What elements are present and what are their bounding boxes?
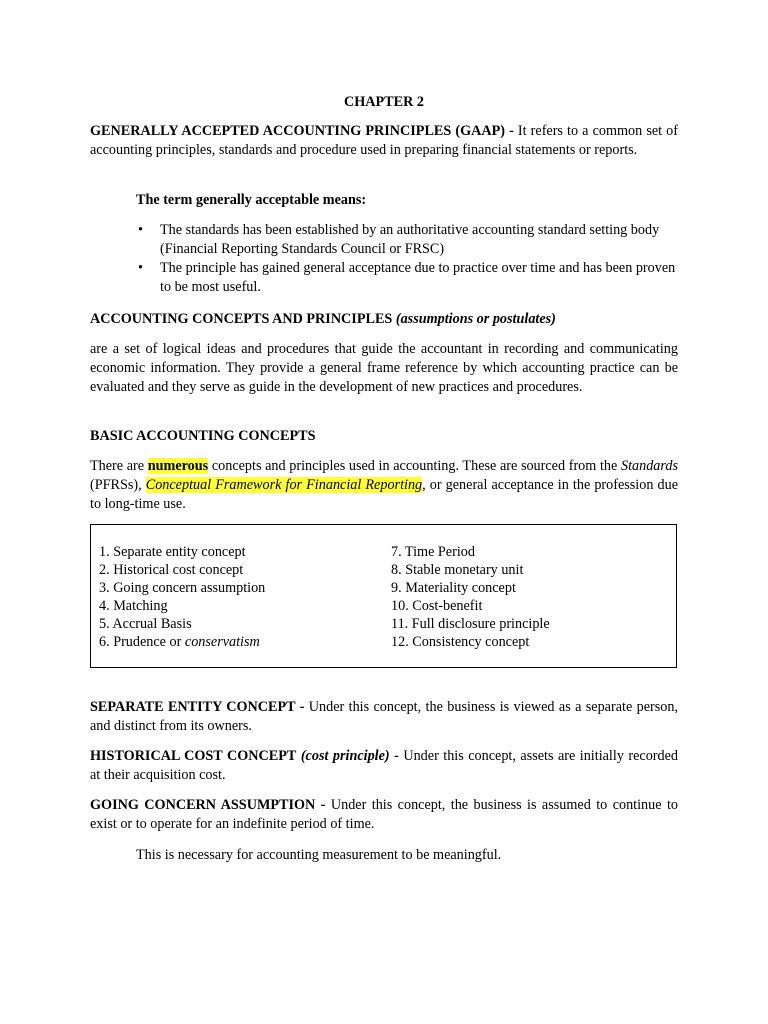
basic-concepts-paragraph: There are numerous concepts and principles used in accounting. These are sourced from the Standards (PFRSs), Conceptual Framework for Financial Reporting, or general acceptance in the profession due to long-time use.: [90, 458, 678, 512]
gaap-text: It refers to a common set of accounting principles, standards and procedure used in preparing financial statements or reports.: [90, 123, 678, 158]
list-item: • The principle has gained general acceptance due to practice over time and has been proven to be most useful.: [138, 260, 676, 295]
bullet-icon: •: [138, 222, 143, 238]
list-item: 3. Going concern assumption: [99, 580, 266, 596]
concepts-list-right: [391, 543, 550, 651]
list-item: 7. Time Period: [391, 544, 475, 560]
list-item: 5. Accrual Basis: [99, 616, 192, 632]
going-concern-paragraph: GOING CONCERN ASSUMPTION - Under this concept, the business is assumed to continue to exist or to operate for an indefinite period of time.: [90, 797, 679, 832]
concepts-principles-text: are a set of logical ideas and procedures that guide the accountant in recording and communicating economic information. They provide a general frame reference by which accounting practice can be evaluated and they serve as guide in the development of new practices and procedures.: [90, 341, 678, 395]
historical-cost-paragraph: HISTORICAL COST CONCEPT (cost principle) - Under this concept, assets are initially recorded at their acquisition cost.: [90, 748, 679, 783]
list-item: 10. Cost-benefit: [391, 598, 483, 614]
gaap-paragraph: [90, 122, 678, 160]
separate-entity-paragraph: SEPARATE ENTITY CONCEPT - Under this concept, the business is viewed as a separate person, and distinct from its owners.: [90, 699, 678, 734]
term-bullet-list: [138, 221, 678, 297]
list-item: • The standards has been established by an authoritative accounting standard setting body (Financial Reporting Standards Council or FRSC): [138, 222, 660, 257]
list-item: 12. Consistency concept: [391, 634, 530, 650]
list-item: 8. Stable monetary unit: [391, 562, 524, 578]
gaap-heading: GENERALLY ACCEPTED ACCOUNTING PRINCIPLES (GAAP) -: [90, 123, 514, 139]
list-item: 6. Prudence or conservatism: [99, 634, 260, 650]
bullet-icon: •: [138, 260, 143, 276]
term-heading: The term generally acceptable means:: [136, 192, 367, 208]
concepts-principles-heading: ACCOUNTING CONCEPTS AND PRINCIPLES (assumptions or postulates): [90, 311, 556, 327]
list-item: 1. Separate entity concept: [99, 544, 246, 560]
concepts-list-box: [90, 524, 677, 668]
highlight-conceptual-framework: Conceptual Framework for Financial Reporting: [145, 477, 423, 493]
highlight-numerous: numerous: [147, 458, 209, 474]
concepts-list-left: [99, 543, 265, 651]
list-item: 9. Materiality concept: [391, 580, 516, 596]
chapter-title: CHAPTER 2: [343, 94, 424, 110]
list-item: 2. Historical cost concept: [99, 562, 244, 578]
list-item: 11. Full disclosure principle: [391, 616, 550, 632]
list-item: 4. Matching: [99, 598, 168, 614]
basic-concepts-heading: BASIC ACCOUNTING CONCEPTS: [90, 428, 316, 444]
going-concern-note: This is necessary for accounting measurement to be meaningful.: [136, 847, 502, 863]
